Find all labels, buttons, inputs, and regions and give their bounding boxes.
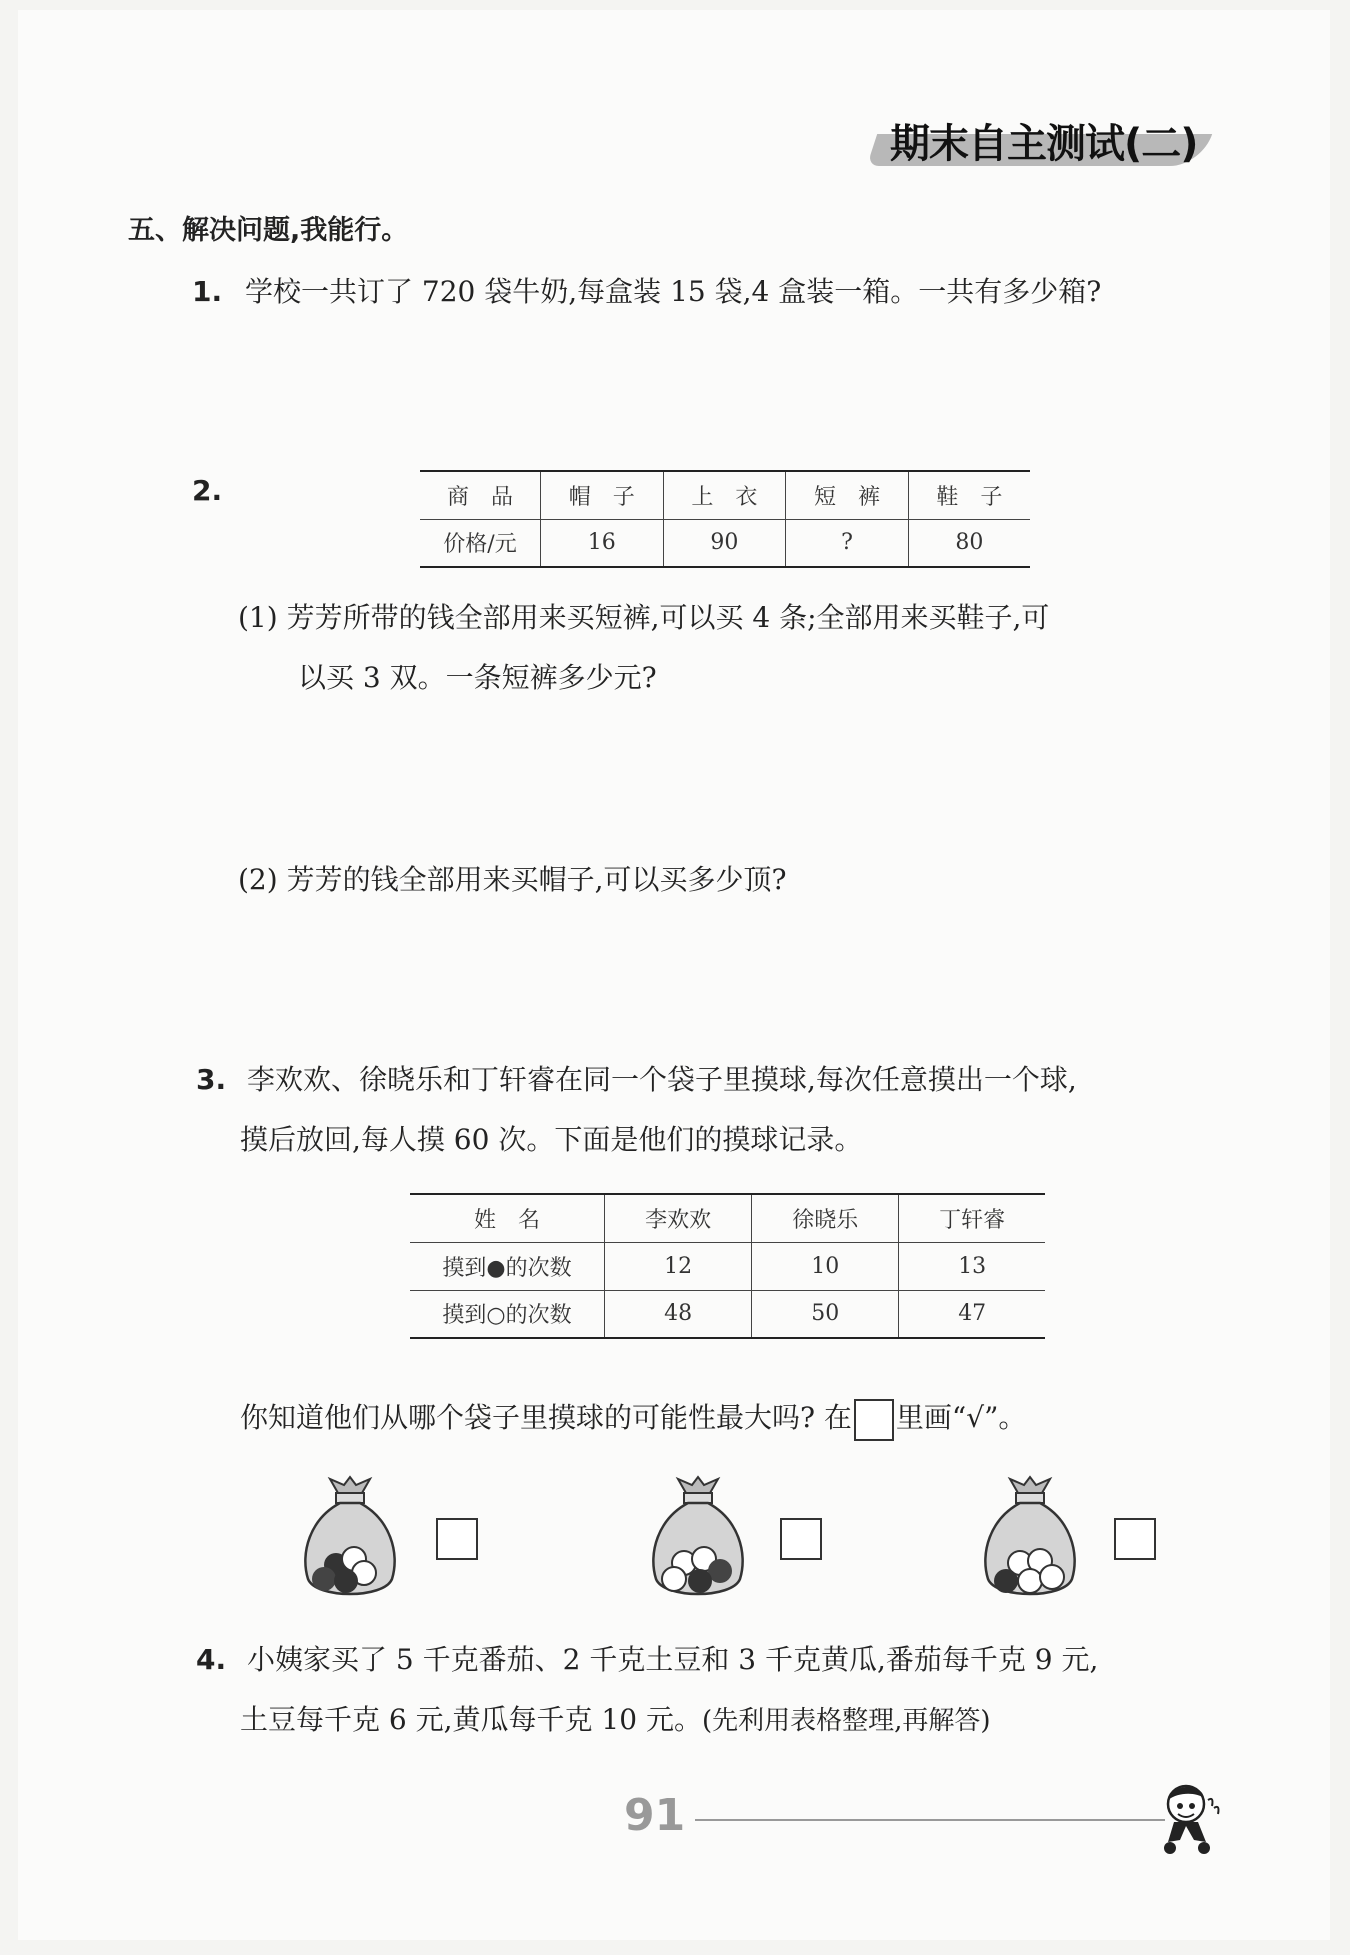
- table-cell: 价格/元: [420, 519, 541, 567]
- question-4-text-2: 土豆每千克 6 元,黄瓜每千克 10 元。: [240, 1703, 702, 1736]
- table-cell: 16: [541, 519, 664, 567]
- table-cell: 10: [752, 1242, 899, 1290]
- question-2-number: 2.: [192, 474, 223, 507]
- record-table-black-row: [410, 1242, 1045, 1290]
- price-table-header-row: [420, 471, 1030, 519]
- question-4-number: 4.: [196, 1643, 227, 1676]
- table-cell: 50: [752, 1290, 899, 1338]
- bag-1-icon: [300, 1475, 400, 1605]
- question-3-prompt-a: 你知道他们从哪个袋子里摸球的可能性最大吗? 在: [240, 1401, 852, 1434]
- table-cell: 90: [663, 519, 786, 567]
- table-cell: 李欢欢: [605, 1194, 752, 1242]
- question-2-part-2: (2) 芳芳的钱全部用来买帽子,可以买多少顶?: [238, 863, 787, 896]
- table-cell: 48: [605, 1290, 752, 1338]
- price-table-price-row: [420, 519, 1030, 567]
- question-4-line-1: [196, 1638, 1098, 1678]
- price-table: [420, 470, 1030, 568]
- answer-checkbox-1[interactable]: [436, 1518, 478, 1560]
- question-2-part-1-line-2: 以买 3 双。一条短裤多少元?: [298, 661, 657, 694]
- footer-rule: [695, 1819, 1165, 1821]
- question-1-number: 1.: [192, 275, 223, 308]
- question-1-text: 学校一共订了 720 袋牛奶,每盒装 15 袋,4 盒装一箱。一共有多少箱?: [245, 275, 1102, 308]
- question-3-prompt-b: 里画“√”。: [895, 1401, 1027, 1434]
- table-cell: 帽 子: [541, 471, 664, 519]
- page-number: 91: [624, 1790, 686, 1841]
- table-cell: 13: [899, 1242, 1045, 1290]
- question-4-line-2: [240, 1698, 991, 1738]
- question-3-prompt: [240, 1396, 1026, 1441]
- answer-checkbox-2[interactable]: [780, 1518, 822, 1560]
- table-cell: 12: [605, 1242, 752, 1290]
- record-table-white-row: [410, 1290, 1045, 1338]
- question-1: [192, 270, 1101, 310]
- question-4-note: (先利用表格整理,再解答): [701, 1706, 991, 1736]
- table-cell: 姓 名: [410, 1194, 605, 1242]
- question-2-part-1-line-1: (1) 芳芳所带的钱全部用来买短裤,可以买 4 条;全部用来买鞋子,可: [238, 601, 1050, 634]
- question-3-line-1: [196, 1058, 1077, 1098]
- record-table-header-row: [410, 1194, 1045, 1242]
- header-title: 期末自主测试(二): [890, 121, 1198, 167]
- table-cell: 丁轩睿: [899, 1194, 1045, 1242]
- question-3-number: 3.: [196, 1063, 227, 1096]
- bag-3-icon: [980, 1475, 1080, 1605]
- table-cell: 鞋 子: [908, 471, 1030, 519]
- table-cell: 徐晓乐: [752, 1194, 899, 1242]
- bag-2-icon: [648, 1475, 748, 1605]
- table-cell: 商 品: [420, 471, 541, 519]
- table-cell: 上 衣: [663, 471, 786, 519]
- question-3-text-1: 李欢欢、徐晓乐和丁轩睿在同一个袋子里摸球,每次任意摸出一个球,: [247, 1063, 1077, 1096]
- question-3-line-2: 摸后放回,每人摸 60 次。下面是他们的摸球记录。: [240, 1123, 863, 1156]
- table-cell: 47: [899, 1290, 1045, 1338]
- page-header: [872, 106, 1207, 170]
- inline-answer-box: [854, 1399, 894, 1441]
- table-cell: ?: [786, 519, 909, 567]
- mascot-icon: [1150, 1778, 1230, 1858]
- answer-checkbox-3[interactable]: [1114, 1518, 1156, 1560]
- table-cell: 摸到●的次数: [410, 1242, 605, 1290]
- table-cell: 80: [908, 519, 1030, 567]
- question-4-text-1: 小姨家买了 5 千克番茄、2 千克土豆和 3 千克黄瓜,番茄每千克 9 元,: [247, 1643, 1099, 1676]
- ball-record-table: [410, 1193, 1045, 1339]
- table-cell: 短 裤: [786, 471, 909, 519]
- table-cell: 摸到○的次数: [410, 1290, 605, 1338]
- section-title: 五、解决问题,我能行。: [128, 215, 409, 246]
